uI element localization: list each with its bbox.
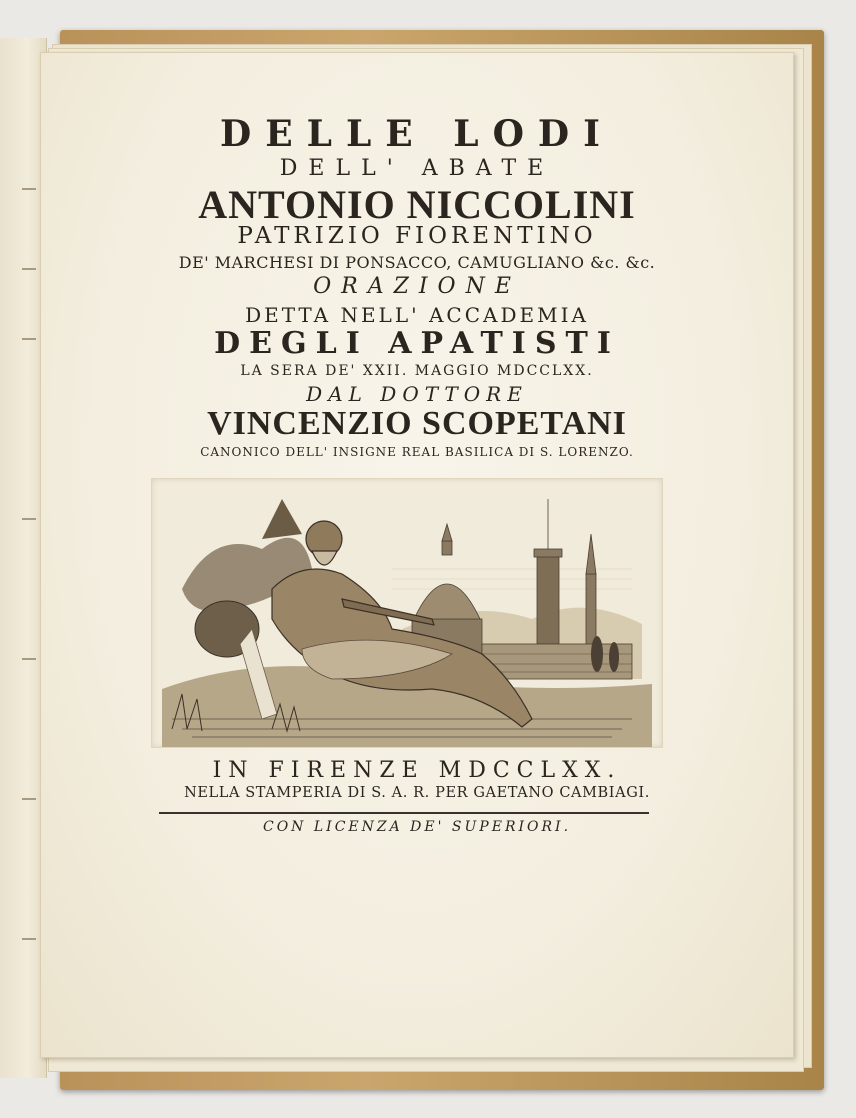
engraving-illustration [152, 479, 662, 747]
honoree-rank: PATRIZIO FIORENTINO [237, 223, 597, 249]
engraving-river-god-florence [151, 478, 663, 748]
binding-stitch [22, 518, 36, 520]
author-name: VINCENZIO SCOPETANI [207, 405, 627, 442]
honoree-name: ANTONIO NICCOLINI [198, 182, 636, 227]
binding-stitch [22, 268, 36, 270]
academy-name: DEGLI APATISTI [214, 326, 620, 361]
imprint-license: CON LICENZA DE' SUPERIORI. [262, 819, 572, 835]
honoree-titles: DE' MARCHESI DI PONSACCO, CAMUGLIANO &c. &c. [178, 253, 656, 272]
imprint-printer: NELLA STAMPERIA DI S. A. R. PER GAETANO CAMBIAGI. [184, 785, 650, 801]
genre-line: ORAZIONE [313, 274, 521, 299]
date-line: LA SERA DE' XXII. MAGGIO MDCCLXX. [240, 363, 594, 379]
delivery-line: DETTA NELL' ACCADEMIA [245, 303, 589, 327]
title-line-2: DELL' ABATE [279, 156, 555, 181]
author-office: CANONICO DELL' INSIGNE REAL BASILICA DI S. LORENZO. [200, 445, 634, 459]
title-line-1: DELLE LODI [220, 113, 614, 155]
author-intro: DAL DOTTORE [306, 382, 528, 406]
imprint-place-date: IN FIRENZE MDCCLXX. [212, 758, 622, 783]
binding-stitch [22, 798, 36, 800]
binding-stitch [22, 188, 36, 190]
imprint-rule [159, 812, 649, 814]
binding-stitch [22, 938, 36, 940]
binding-stitch [22, 338, 36, 340]
title-page [40, 52, 794, 1058]
binding-stitch [22, 658, 36, 660]
